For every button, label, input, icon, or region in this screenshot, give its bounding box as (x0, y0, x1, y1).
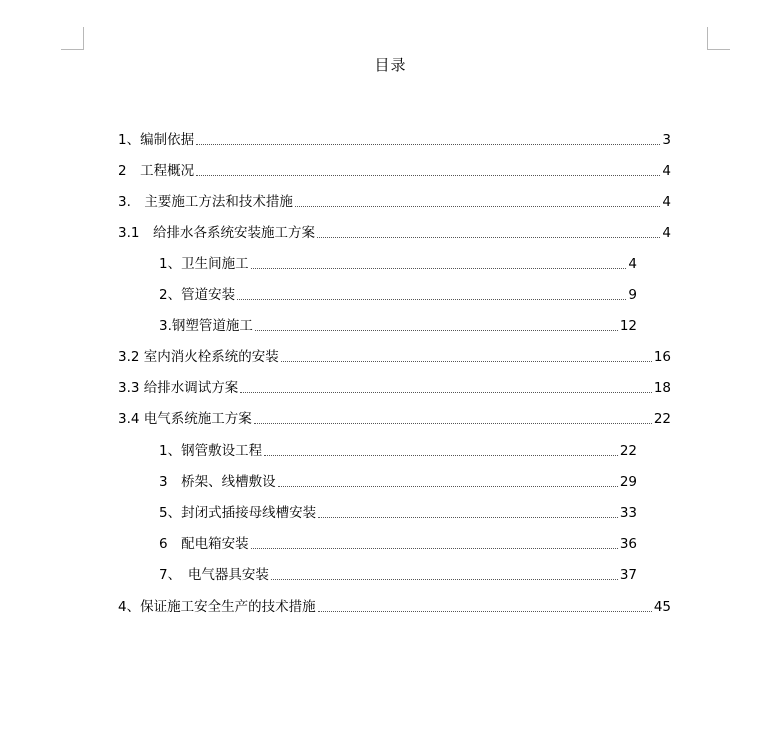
toc-entry-label: 3.2 室内消火栓系统的安装 (118, 349, 279, 365)
toc-leader (318, 517, 618, 518)
toc-entry-label: 4、保证施工安全生产的技术措施 (118, 599, 316, 615)
toc-leader (255, 330, 618, 331)
toc-entry[interactable] (118, 129, 671, 149)
toc-leader (295, 206, 661, 207)
toc-entry[interactable] (159, 315, 637, 335)
toc-leader (237, 299, 626, 300)
toc-entry[interactable] (159, 440, 637, 460)
toc-entry[interactable] (118, 222, 671, 242)
toc-entry[interactable] (159, 471, 637, 491)
toc-entry-label: 3.3 给排水调试方案 (118, 380, 239, 396)
toc-leader (281, 361, 652, 362)
toc-entry-label: 3.1 给排水各系统安装施工方案 (118, 225, 315, 241)
toc-leader (254, 423, 652, 424)
toc-entry-label: 1、钢管敷设工程 (159, 443, 263, 459)
toc-entry-label: 3 桥架、线槽敷设 (159, 474, 276, 490)
toc-title: 目录 (374, 56, 407, 74)
toc-entry-label: 6 配电箱安装 (159, 536, 249, 552)
toc-page-number: 18 (653, 380, 671, 396)
toc-page-number: 3 (662, 132, 671, 148)
toc-entry[interactable] (118, 596, 671, 616)
toc-entry[interactable] (159, 502, 637, 522)
toc-page-number: 12 (619, 318, 637, 334)
toc-page-number: 29 (619, 474, 637, 490)
toc-leader (278, 486, 618, 487)
toc-entry[interactable] (118, 377, 671, 397)
toc-entry-label: 2 工程概况 (118, 163, 195, 179)
toc-leader (264, 455, 618, 456)
toc-page-number: 4 (662, 225, 671, 241)
toc-entry[interactable] (159, 564, 637, 584)
toc-entry-label: 3. 主要施工方法和技术措施 (118, 194, 293, 210)
toc-page-number: 16 (653, 349, 671, 365)
toc-page-number: 37 (619, 567, 637, 583)
toc-page-number: 22 (619, 443, 637, 459)
toc-leader (196, 144, 660, 145)
toc-leader (240, 392, 652, 393)
toc-entry[interactable] (118, 191, 671, 211)
toc-entry-label: 1、卫生间施工 (159, 256, 249, 272)
toc-page-number: 9 (628, 287, 637, 303)
toc-entry[interactable] (118, 408, 671, 428)
toc-entry-label: 7、 电气器具安装 (159, 567, 269, 583)
toc-entry[interactable] (118, 346, 671, 366)
toc-page-number: 45 (653, 599, 671, 615)
toc-page-number: 36 (619, 536, 637, 552)
toc-entry[interactable] (118, 160, 671, 180)
toc-page-number: 4 (628, 256, 637, 272)
toc-page-number: 33 (619, 505, 637, 521)
toc-leader (251, 268, 627, 269)
toc-entry-label: 1、编制依据 (118, 132, 195, 148)
toc-page-number: 4 (662, 163, 671, 179)
toc-entry-label: 3.钢塑管道施工 (159, 318, 253, 334)
toc-entry-label: 5、封闭式插接母线槽安装 (159, 505, 317, 521)
toc-entry-label: 2、管道安装 (159, 287, 236, 303)
toc-page-number: 4 (662, 194, 671, 210)
toc-leader (251, 548, 618, 549)
toc-entry[interactable] (159, 533, 637, 553)
toc-entry[interactable] (159, 253, 637, 273)
toc-entry[interactable] (159, 284, 637, 304)
toc-entry-label: 3.4 电气系统施工方案 (118, 411, 252, 427)
toc-page-number: 22 (653, 411, 671, 427)
toc-leader (196, 175, 660, 176)
toc-leader (318, 611, 652, 612)
toc-leader (317, 237, 660, 238)
toc-leader (271, 579, 618, 580)
